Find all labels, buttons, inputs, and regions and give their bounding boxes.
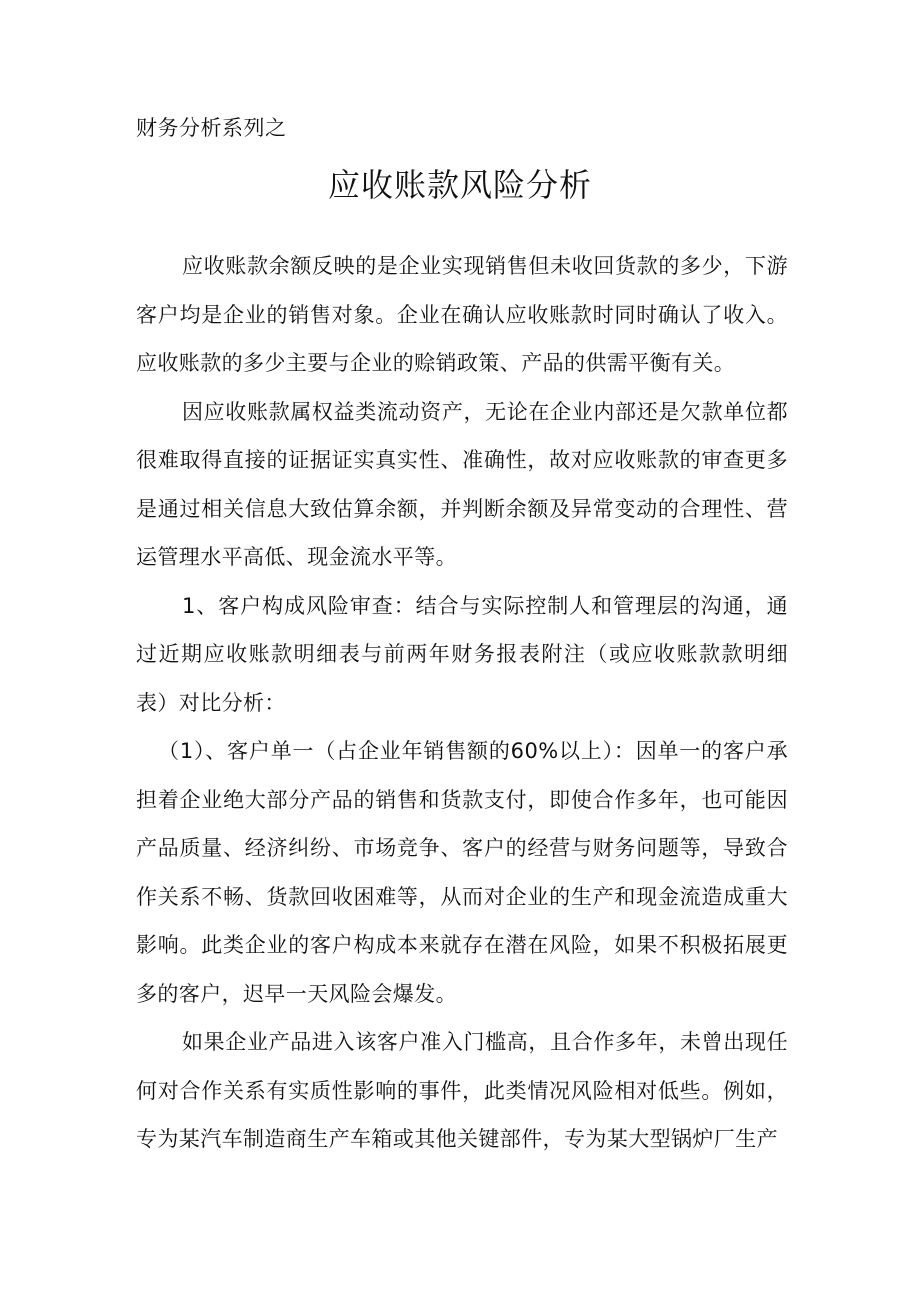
paragraph-single-customer-risk: （1）、客户单一（占企业年销售额的60%以上）：因单一的客户承担着企业绝大部分产品的销售和货款支付，即使合作多年，也可能因产品质量、经济纠纷、市场竞争、客户的经营与财务问题等，导致合作关系不畅、货款回收困难等，从而对企业的生产和现金流造成重大影响。此类企业的客户构成本来就存在潜在风险，如果不积极拓展更多的客户，迟早一天风险会爆发。	[136, 739, 788, 1006]
document-body	[136, 242, 788, 1164]
paragraph-customer-structure-review: 1、客户构成风险审查：结合与实际控制人和管理层的沟通，通过近期应收账款明细表与前两年财务报表附注（或应收账款款明细表）对比分析：	[136, 593, 788, 715]
paragraph-audit-approach: 因应收账款属权益类流动资产，无论在企业内部还是欠款单位都很难取得直接的证据证实真实性、准确性，故对应收账款的审查更多是通过相关信息大致估算余额，并判断余额及异常变动的合理性、营运管理水平高低、现金流水平等。	[136, 399, 788, 569]
paragraph-receivables-definition: 应收账款余额反映的是企业实现销售但未收回货款的多少，下游客户均是企业的销售对象。企业在确认应收账款时同时确认了收入。应收账款的多少主要与企业的赊销政策、产品的供需平衡有关。	[136, 254, 788, 375]
series-label: 财务分析系列之	[136, 116, 287, 140]
paragraph-high-entry-barrier: 如果企业产品进入该客户准入门槛高，且合作多年，未曾出现任何对合作关系有实质性影响的事件，此类情况风险相对低些。例如，专为某汽车制造商生产车箱或其他关键部件，专为某大型锅炉厂生产	[136, 1030, 788, 1151]
document-title: 应收账款风险分析	[327, 166, 592, 204]
